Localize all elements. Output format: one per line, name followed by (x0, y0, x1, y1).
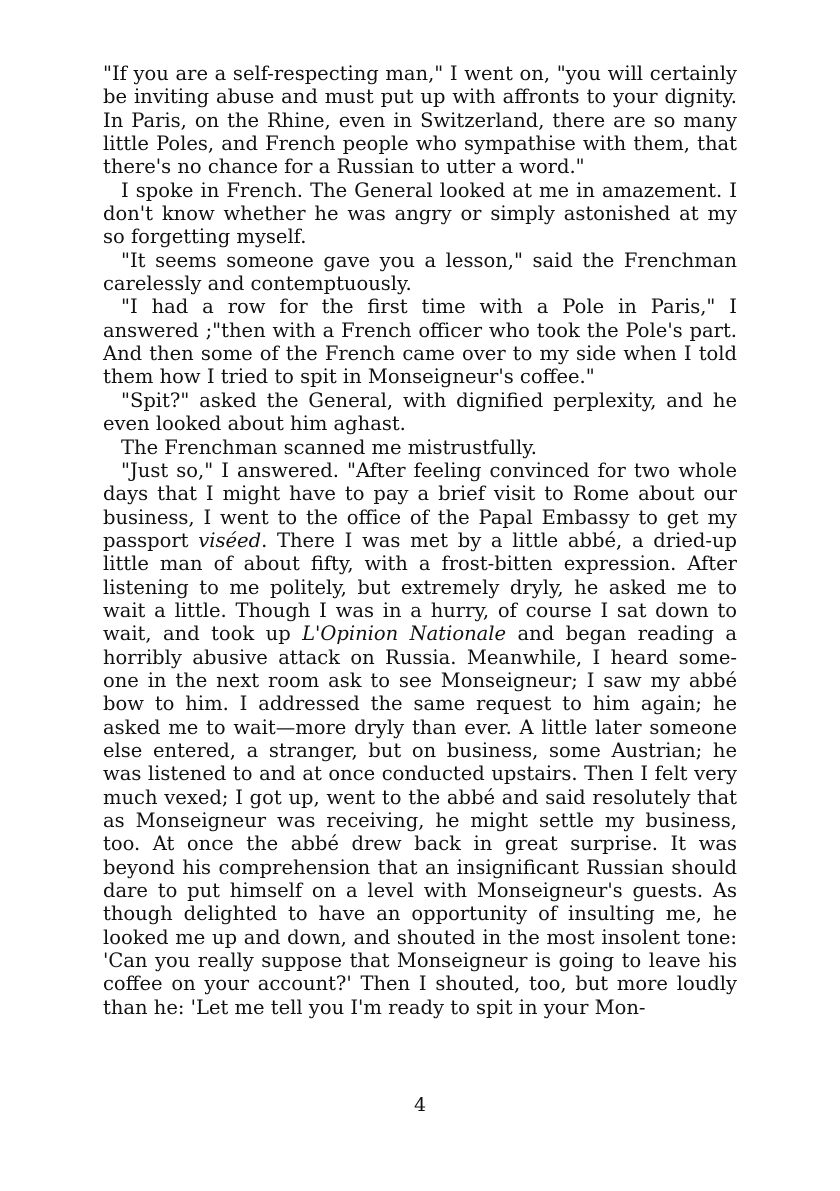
paragraph-7-part-3: and began reading a horribly abusive attack on Russia. Meanwhile, I heard some-one in the next room ask to see Monseigneur; I saw my abbé bow to him. I addressed the same request to him again; he asked me to wait—more dryly than ever. A little later someone else entered, a stranger, but on business, some Austrian; he was listened to and at once conducted upstairs. Then I felt very much vexed; I got up, went to the abbé and said resolutely that as Monseigneur was receiving, he might settle my business, too. At once the abbé drew back in great surprise. It was beyond his comprehension that an insignificant Russian should dare to put himself on a level with Monseigneur's guests. As though delighted to have an opportunity of insulting me, he looked me up and down, and shouted in the most insolent tone: 'Can you really suppose that Monseigneur is going to leave his coffee on your account?' Then I shouted, too, but more loudly than he: 'Let me tell you I'm ready to spit in your Mon- (103, 622, 737, 1019)
newspaper-title: L'Opinion Nationale (302, 622, 507, 646)
paragraph-7-part-2: . There I was met by a little abbé, a dried-up little man of about fifty, with a frost-bitten expression. After listening to me politely, but extremely dryly, he asked me to wait a little. Though I was in a hurry, of course I sat down to wait, and took up (103, 528, 738, 646)
paragraph-1: "If you are a self-respecting man," I went on, "you will certainly be inviting abuse and must put up with affronts to your dignity. In Paris, on the Rhine, even in Switzerland, there are so many little Poles, and French people who sympathise with them, that there's no chance for a Russian to utter a word." (103, 62, 737, 179)
paragraph-7 (103, 459, 737, 1019)
italic-viseed: viséed (198, 528, 262, 552)
paragraph-6: The Frenchman scanned me mistrustfully. (121, 435, 537, 459)
page-body (103, 62, 737, 1019)
paragraph-2: I spoke in French. The General looked at me in amazement. I don't know whether he was angry or simply astonished at my so forgetting myself. (103, 178, 737, 249)
page-number: 4 (413, 1094, 427, 1116)
paragraph-3: "It seems someone gave you a lesson," said the Frenchman carelessly and contemptuously. (103, 248, 737, 296)
paragraph-4: "I had a row for the first time with a Pole in Paris," I answered ;"then with a French officer who took the Pole's part. And then some of the French came over to my side when I told them how I tried to spit in Monseigneur's coffee." (103, 295, 737, 389)
paragraph-7-part-1: "Just so," I answered. "After feeling convinced for two whole days that I might have to pay a brief visit to Rome about our business, I went to the office of the Papal Embassy to get my passport (103, 458, 737, 552)
paragraph-5: "Spit?" asked the General, with dignified perplexity, and he even looked about him aghast. (103, 388, 737, 436)
